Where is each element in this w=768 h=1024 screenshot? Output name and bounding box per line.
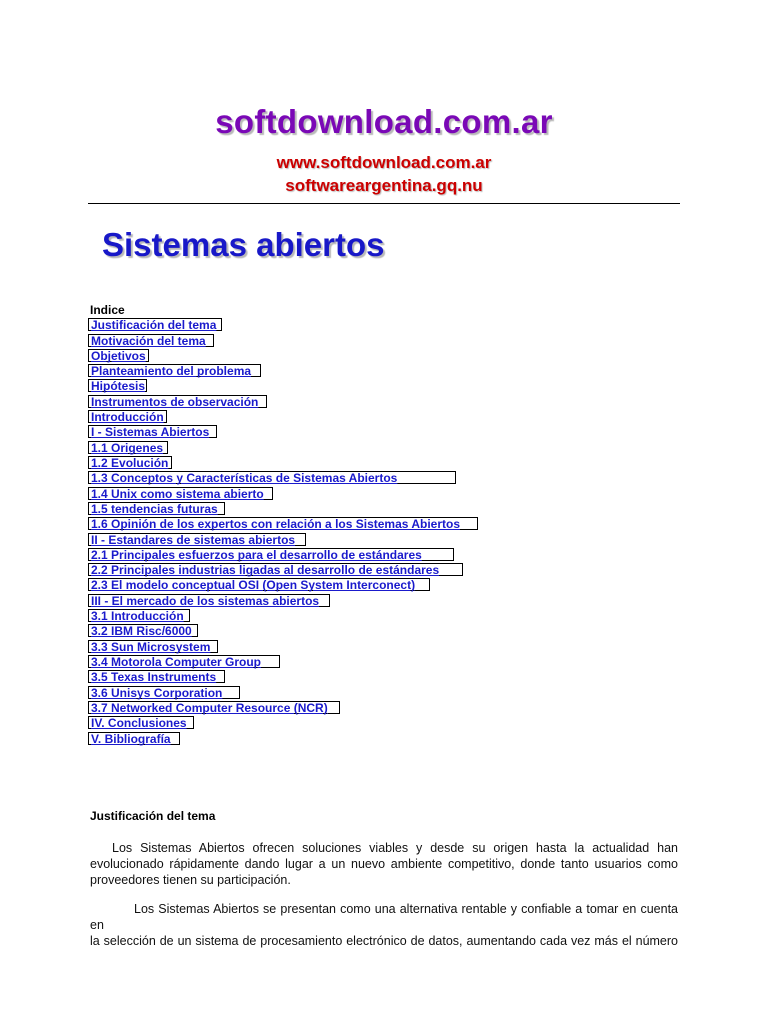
toc-link[interactable]: 3.1 Introducción (88, 609, 190, 622)
section-heading: Justificación del tema (90, 809, 216, 823)
toc-link[interactable]: 1.6 Opinión de los expertos con relación a los Sistemas Abiertos (88, 517, 478, 530)
horizontal-rule (88, 203, 680, 204)
toc-link[interactable]: 2.1 Principales esfuerzos para el desarrollo de estándares (88, 548, 454, 561)
toc-link[interactable]: 3.3 Sun Microsystem (88, 640, 218, 653)
toc-link[interactable]: 1.3 Conceptos y Características de Sistemas Abiertos (88, 471, 456, 484)
paragraph (90, 901, 678, 949)
toc-link[interactable]: 1.5 tendencias futuras (88, 502, 225, 515)
paragraph-line: Los Sistemas Abiertos ofrecen soluciones viables y desde su origen hasta la actualidad han (112, 841, 678, 855)
toc-link[interactable]: II - Estandares de sistemas abiertos (88, 533, 306, 546)
toc-link[interactable]: Motivación del tema (88, 334, 214, 347)
site-url-secondary: softwareargentina.gq.nu (285, 176, 483, 195)
site-url-primary: www.softdownload.com.ar (276, 153, 492, 172)
toc-link[interactable]: IV. Conclusiones (88, 716, 194, 729)
paragraph-line: proveedores tienen su participación. (90, 873, 291, 887)
toc-link[interactable]: 3.4 Motorola Computer Group (88, 655, 280, 668)
site-title: softdownload.com.ar (215, 103, 553, 140)
paragraph-line: evolucionado rápidamente dando lugar a un nuevo ambiente competitivo, donde tanto usuarios como (90, 857, 678, 871)
toc-link[interactable]: V. Bibliografía (88, 732, 180, 745)
toc-link[interactable]: 3.6 Unisys Corporation (88, 686, 240, 699)
paragraph-line: Los Sistemas Abiertos se presentan como una alternativa rentable y confiable a tomar en cuenta en (90, 902, 678, 932)
toc-link[interactable]: Instrumentos de observación (88, 395, 267, 408)
toc-link[interactable]: 2.2 Principales industrias ligadas al desarrollo de estándares (88, 563, 463, 576)
toc-link[interactable]: Hipótesis (88, 379, 147, 392)
toc-link[interactable]: 2.3 El modelo conceptual OSI (Open System Interconect) (88, 578, 430, 591)
toc-link[interactable]: 3.7 Networked Computer Resource (NCR) (88, 701, 340, 714)
document-title: Sistemas abiertos (102, 226, 385, 263)
toc-link[interactable]: I - Sistemas Abiertos (88, 425, 217, 438)
toc-link[interactable]: 1.1 Origenes (88, 441, 168, 454)
toc-heading: Indice (90, 303, 125, 317)
toc-link[interactable]: Justificación del tema (88, 318, 222, 331)
paragraph (90, 840, 678, 888)
toc-link[interactable]: Planteamiento del problema (88, 364, 261, 377)
toc-link[interactable]: 3.5 Texas Instruments (88, 670, 225, 683)
toc-link[interactable]: Objetivos (88, 349, 149, 362)
toc-link[interactable]: III - El mercado de los sistemas abiertos (88, 594, 330, 607)
toc-link[interactable]: 1.2 Evolución (88, 456, 172, 469)
toc-link[interactable]: 1.4 Unix como sistema abierto (88, 487, 273, 500)
paragraph-line: la selección de un sistema de procesamiento electrónico de datos, aumentando cada vez más el número (90, 934, 678, 948)
toc-link[interactable]: Introducción (88, 410, 167, 423)
toc-link[interactable]: 3.2 IBM Risc/6000 (88, 624, 198, 637)
